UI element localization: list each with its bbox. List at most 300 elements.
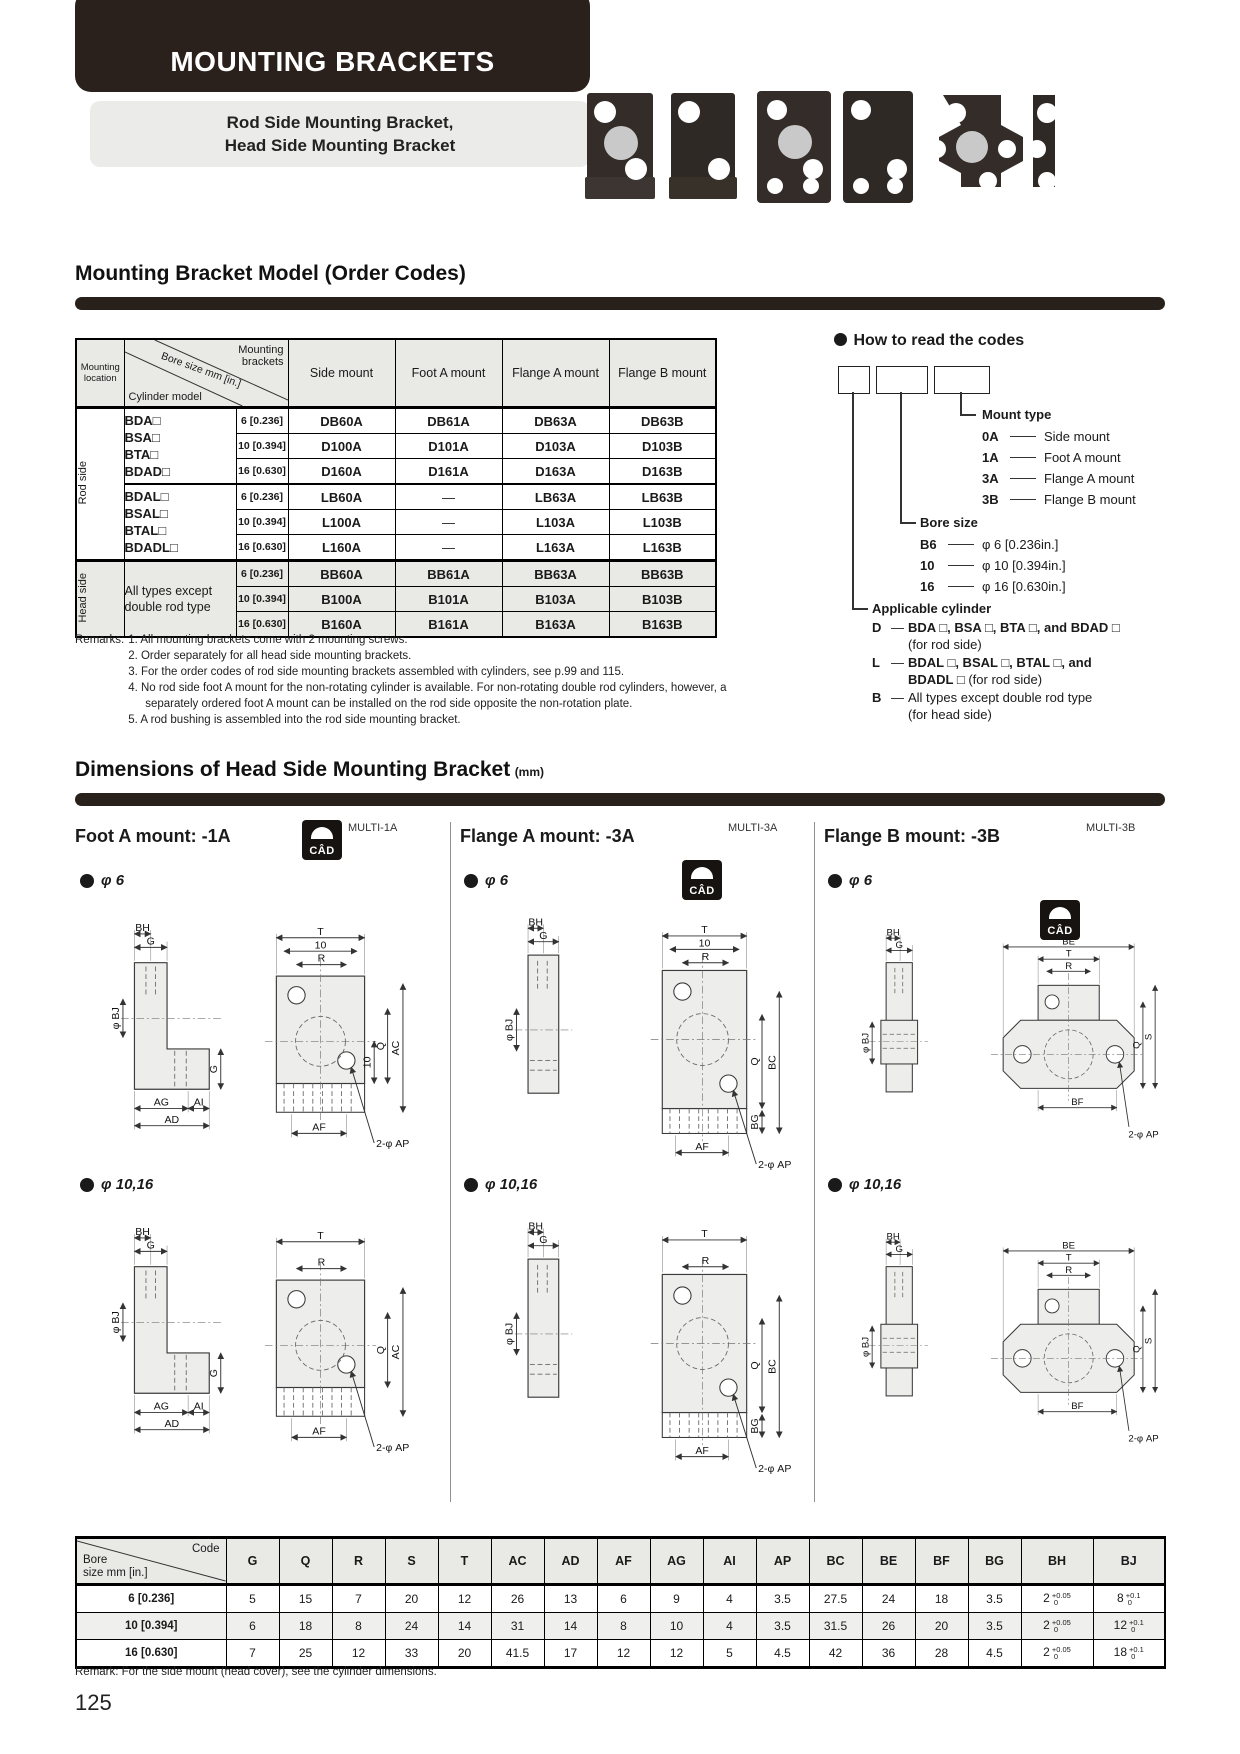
applicable-cylinder-item: L — BDAL □, BSAL □, BTAL □, and BDADL □ (for rod side)	[872, 655, 1092, 687]
foot-a-drawing-svg	[75, 1196, 425, 1486]
svg-text:2-φ AP: 2-φ AP	[376, 1441, 410, 1454]
foot-a-drawing-svg	[75, 892, 425, 1182]
dim-col-header: Q	[279, 1538, 332, 1585]
svg-text:Q: Q	[749, 1057, 762, 1066]
order-code-cell: D103A	[502, 434, 609, 459]
svg-text:φ BJ: φ BJ	[860, 1032, 872, 1054]
dim-value-cell: 7	[332, 1585, 385, 1613]
dim-col-header: BE	[862, 1538, 915, 1585]
svg-text:R: R	[701, 950, 710, 963]
svg-text:R: R	[317, 1256, 326, 1269]
dim-value-cell: 12	[332, 1640, 385, 1668]
phi6-text: φ 6	[849, 872, 873, 889]
dim-value-cell: 24	[862, 1585, 915, 1613]
order-code-cell: L163B	[609, 535, 716, 561]
svg-text:BH: BH	[886, 1231, 900, 1243]
svg-text:T: T	[317, 1229, 324, 1242]
dim-value-cell: 24	[385, 1613, 438, 1640]
cylinder-model-cell: All types except double rod type	[124, 561, 236, 638]
dimension-table-remark: Remark: For the side mount (head cover), see the cylinder dimensions.	[75, 1666, 437, 1678]
dim-col-header: AF	[597, 1538, 650, 1585]
code-legend-item: 0A Side mount	[982, 429, 1110, 444]
dim-col-header: AI	[703, 1538, 756, 1585]
flange-b-phi6-label	[828, 872, 872, 889]
bore-size-title: Bore size	[920, 515, 978, 530]
dim-value-cell: 4	[703, 1585, 756, 1613]
dim-value-cell: 31	[491, 1613, 544, 1640]
order-col-header: Side mount	[288, 339, 395, 408]
mount-type-title: Mount type	[982, 407, 1052, 422]
applicable-cylinder-item: B — All types except double rod type (for head side)	[872, 690, 1093, 722]
dim-col-header: R	[332, 1538, 385, 1585]
section-divider-bar-1	[75, 297, 1165, 310]
svg-text:T: T	[1065, 948, 1072, 960]
code-box-2	[876, 366, 928, 394]
product-photos	[585, 85, 1055, 220]
connector-applicable	[852, 392, 854, 608]
order-code-cell: B163B	[609, 612, 716, 638]
order-code-cell: D163A	[502, 459, 609, 485]
order-code-cell: B101A	[395, 587, 502, 612]
dim-col-header: AC	[491, 1538, 544, 1585]
dim-col-header: BG	[968, 1538, 1021, 1585]
svg-text:Q: Q	[374, 1042, 387, 1051]
svg-text:BF: BF	[1071, 1401, 1084, 1413]
order-col-header: Flange B mount	[609, 339, 716, 408]
order-table-row	[76, 561, 716, 587]
dim-value-cell: 31.5	[809, 1613, 862, 1640]
dimensions-section-title	[75, 758, 544, 782]
svg-text:BE: BE	[1062, 936, 1076, 948]
order-code-cell: D103B	[609, 434, 716, 459]
flange-b-drawing-svg	[818, 1196, 1163, 1491]
corner-code-label: Code	[192, 1543, 220, 1555]
code-box-1	[838, 366, 870, 394]
remark-item: 2. Order separately for all head side mounting brackets.	[128, 650, 412, 662]
bore-size-cell: 16 [0.630]	[236, 535, 288, 561]
order-code-cell: B100A	[288, 587, 395, 612]
section-divider-bar-2	[75, 793, 1165, 806]
dim-value-cell: 15	[279, 1585, 332, 1613]
svg-text:2-φ AP: 2-φ AP	[376, 1137, 410, 1150]
bracket-photo-4	[843, 91, 913, 203]
dim-value-cell: 3.5	[968, 1585, 1021, 1613]
applicable-cylinder-item: D — BDA □, BSA □, BTA □, and BDAD □ (for rod side)	[872, 620, 1120, 652]
svg-text:S: S	[1143, 1337, 1155, 1345]
svg-text:AF: AF	[312, 1425, 326, 1438]
dim-value-cell: 20	[915, 1613, 968, 1640]
svg-text:φ BJ: φ BJ	[110, 1007, 123, 1030]
order-code-cell: BB60A	[288, 561, 395, 587]
svg-text:AF: AF	[312, 1121, 326, 1134]
page-title: MOUNTING BRACKETS	[170, 46, 495, 77]
dim-value-cell: 3.5	[756, 1613, 809, 1640]
order-code-cell: L103B	[609, 510, 716, 535]
bracket-photo-1	[585, 93, 655, 199]
svg-text:φ BJ: φ BJ	[503, 1018, 516, 1041]
code-legend-item: 3A Flange A mount	[982, 471, 1135, 486]
svg-text:BG: BG	[749, 1114, 762, 1130]
svg-text:AI: AI	[193, 1400, 204, 1413]
subtitle-line1: Rod Side Mounting Bracket,	[226, 113, 454, 132]
svg-text:G: G	[146, 935, 155, 948]
order-code-cell: L103A	[502, 510, 609, 535]
svg-text:AC: AC	[390, 1344, 403, 1360]
dim-col-header: AG	[650, 1538, 703, 1585]
code-legend-item: 1A Foot A mount	[982, 450, 1121, 465]
order-col-header: Flange A mount	[502, 339, 609, 408]
dim-value-cell: 17	[544, 1640, 597, 1668]
dim-value-cell: 26	[491, 1585, 544, 1613]
svg-text:BH: BH	[886, 927, 900, 939]
dim-col-header: G	[226, 1538, 279, 1585]
order-code-cell: —	[395, 535, 502, 561]
order-code-cell: L163A	[502, 535, 609, 561]
dim-value-cell: 26	[862, 1613, 915, 1640]
svg-text:BF: BF	[1071, 1097, 1084, 1109]
order-code-cell: D101A	[395, 434, 502, 459]
flange-a-phi6-label	[464, 872, 508, 889]
svg-text:BH: BH	[528, 916, 544, 929]
phi1016-text: φ 10,16	[849, 1176, 902, 1193]
dim-value-cell: 4.5	[756, 1640, 809, 1668]
svg-text:S: S	[1143, 1033, 1155, 1041]
svg-text:AD: AD	[164, 1113, 180, 1126]
cad-icon-1	[302, 820, 342, 860]
order-code-cell: L160A	[288, 535, 395, 561]
cad-dome-icon	[311, 827, 333, 839]
multi-3a-label: MULTI-3A	[728, 822, 778, 834]
page-subtitle-box	[90, 101, 590, 167]
order-codes-table	[75, 338, 717, 638]
dimension-table	[75, 1536, 1166, 1669]
code-box-3	[934, 366, 990, 394]
bore-size-cell: 16 [0.630]	[236, 459, 288, 485]
dim-col-header: S	[385, 1538, 438, 1585]
mounting-location-cell: Head side	[76, 561, 124, 638]
svg-text:2-φ AP: 2-φ AP	[1128, 1129, 1159, 1141]
svg-text:T: T	[701, 924, 708, 937]
multi-3b-label: MULTI-3B	[1086, 822, 1136, 834]
svg-text:G: G	[539, 929, 548, 942]
svg-text:BE: BE	[1062, 1240, 1076, 1252]
order-code-cell: B163A	[502, 612, 609, 638]
svg-text:AG: AG	[153, 1096, 169, 1109]
svg-text:Q: Q	[374, 1346, 387, 1355]
dim-corner-cell	[76, 1538, 226, 1585]
dim-value-cell: 18 +0.1 0	[1093, 1640, 1165, 1668]
dim-value-cell: 12	[597, 1640, 650, 1668]
order-code-cell: L100A	[288, 510, 395, 535]
order-code-cell: D100A	[288, 434, 395, 459]
remark-item: 3. For the order codes of rod side mounting brackets assembled with cylinders, see p.99 and 115.	[128, 666, 625, 678]
dim-value-cell: 14	[544, 1613, 597, 1640]
connector-applicable-h	[852, 608, 868, 610]
flange-b-phi1016-drawing	[818, 1196, 1163, 1496]
dim-value-cell: 2 +0.05 0	[1021, 1613, 1093, 1640]
bracket-photo-2	[669, 93, 737, 199]
dim-value-cell: 2 +0.05 0	[1021, 1585, 1093, 1613]
dim-bore-cell: 6 [0.236]	[76, 1585, 226, 1613]
svg-text:φ BJ: φ BJ	[110, 1311, 123, 1334]
order-code-cell: LB60A	[288, 484, 395, 510]
cad-label: CÂD	[1047, 925, 1073, 937]
dim-value-cell: 20	[438, 1640, 491, 1668]
order-code-cell: BB63B	[609, 561, 716, 587]
dim-value-cell: 41.5	[491, 1640, 544, 1668]
flange-b-drawing-svg	[818, 892, 1163, 1187]
svg-text:2-φ AP: 2-φ AP	[1128, 1433, 1159, 1445]
dimensions-unit: (mm)	[514, 765, 545, 779]
dim-bore-cell: 16 [0.630]	[76, 1640, 226, 1668]
svg-text:Q: Q	[1131, 1041, 1143, 1049]
order-code-cell: —	[395, 484, 502, 510]
order-col-mounting-location: Mounting location	[76, 339, 124, 408]
svg-text:AF: AF	[695, 1140, 709, 1153]
code-legend-item: 16 φ 16 [0.630in.]	[920, 579, 1066, 594]
dim-value-cell: 13	[544, 1585, 597, 1613]
corner-mounting-brackets: Mounting brackets	[238, 344, 284, 368]
flange-a-phi1016-drawing	[459, 1196, 809, 1496]
order-code-cell: DB63A	[502, 408, 609, 434]
dim-value-cell: 18	[279, 1613, 332, 1640]
bullet-icon	[828, 874, 842, 888]
dim-value-cell: 3.5	[968, 1613, 1021, 1640]
phi1016-text: φ 10,16	[101, 1176, 154, 1193]
bore-size-cell: 6 [0.236]	[236, 408, 288, 434]
dim-table-row	[76, 1613, 1165, 1640]
order-code-cell: —	[395, 510, 502, 535]
corner-bore-size: Bore size mm [in.]	[158, 349, 243, 391]
column-divider-2	[814, 822, 815, 1502]
foot-a-phi1016-drawing	[75, 1196, 425, 1491]
remarks-label: Remarks:	[75, 634, 125, 646]
order-remarks	[75, 632, 765, 728]
dim-value-cell: 9	[650, 1585, 703, 1613]
svg-text:AI: AI	[193, 1096, 204, 1109]
dim-value-cell: 4.5	[968, 1640, 1021, 1668]
dim-col-header: BF	[915, 1538, 968, 1585]
bore-size-cell: 10 [0.394]	[236, 510, 288, 535]
multi-1a-label: MULTI-1A	[348, 822, 398, 834]
bracket-photo-3	[757, 91, 831, 203]
bracket-photo-5	[928, 95, 1023, 190]
dim-value-cell: 25	[279, 1640, 332, 1668]
svg-text:R: R	[317, 952, 326, 965]
svg-text:Q: Q	[749, 1361, 762, 1370]
bore-size-cell: 16 [0.630]	[236, 612, 288, 638]
order-code-cell: B161A	[395, 612, 502, 638]
svg-text:G: G	[895, 939, 903, 951]
order-code-cell: LB63A	[502, 484, 609, 510]
order-table-row	[76, 408, 716, 434]
dim-bore-cell: 10 [0.394]	[76, 1613, 226, 1640]
order-code-cell: DB61A	[395, 408, 502, 434]
svg-text:R: R	[701, 1254, 710, 1267]
dim-col-header: BH	[1021, 1538, 1093, 1585]
svg-text:BH: BH	[135, 1226, 150, 1239]
svg-text:G: G	[146, 1239, 155, 1252]
foot-a-mount-title: Foot A mount: -1A	[75, 826, 231, 846]
order-code-cell: DB60A	[288, 408, 395, 434]
svg-text:10: 10	[361, 1056, 374, 1069]
svg-text:φ BJ: φ BJ	[860, 1336, 872, 1358]
flange-a-phi6-drawing	[459, 892, 809, 1192]
phi1016-text: φ 10,16	[485, 1176, 538, 1193]
dim-value-cell: 12	[438, 1585, 491, 1613]
dim-value-cell: 36	[862, 1640, 915, 1668]
dim-value-cell: 2 +0.05 0	[1021, 1640, 1093, 1668]
mounting-location-cell: Rod side	[76, 408, 124, 561]
page-title-banner	[75, 0, 590, 92]
phi6-text: φ 6	[485, 872, 509, 889]
connector-mount-type-h	[960, 414, 976, 416]
dim-value-cell: 14	[438, 1613, 491, 1640]
dim-table-row	[76, 1585, 1165, 1613]
bore-size-cell: 10 [0.394]	[236, 434, 288, 459]
how-to-read-codes	[820, 332, 1180, 744]
svg-text:2-φ AP: 2-φ AP	[758, 1462, 792, 1475]
dim-value-cell: 7	[226, 1640, 279, 1668]
svg-text:BH: BH	[528, 1220, 544, 1233]
phi6-text: φ 6	[101, 872, 125, 889]
svg-text:BG: BG	[749, 1418, 762, 1434]
dim-value-cell: 18	[915, 1585, 968, 1613]
cad-dome-icon	[691, 867, 713, 879]
bracket-photo-6	[1028, 95, 1055, 190]
bullet-icon	[80, 874, 94, 888]
svg-text:G: G	[895, 1243, 903, 1255]
dim-value-cell: 4	[703, 1613, 756, 1640]
svg-text:Q: Q	[1131, 1345, 1143, 1353]
flange-a-mount-title: Flange A mount: -3A	[460, 826, 635, 846]
cad-label: CÂD	[689, 885, 715, 897]
connector-mount-type	[960, 392, 962, 414]
corner-cylinder-model: Cylinder model	[128, 391, 202, 403]
svg-text:R: R	[1065, 1264, 1073, 1276]
svg-text:AG: AG	[153, 1400, 169, 1413]
flange-b-mount-title: Flange B mount: -3B	[824, 826, 1000, 846]
remark-item: 4. No rod side foot A mount for the non-rotating cylinder is available. For non-rotating double rod cylinders, however, a separately ordered foot A mount can be installed on the rod side opposite the non-rotation plate.	[128, 682, 727, 710]
code-legend-item: B6 φ 6 [0.236in.]	[920, 537, 1059, 552]
remarks-list	[128, 632, 765, 728]
dim-table-row	[76, 1640, 1165, 1668]
dim-value-cell: 27.5	[809, 1585, 862, 1613]
code-legend-item: 3B Flange B mount	[982, 492, 1136, 507]
foot-a-phi6-label	[80, 872, 124, 889]
order-code-cell: DB63B	[609, 408, 716, 434]
dim-value-cell: 5	[226, 1585, 279, 1613]
dimension-table-host	[75, 1536, 1166, 1669]
dim-col-header: BC	[809, 1538, 862, 1585]
corner-bore-label: Bore size mm [in.]	[83, 1554, 148, 1579]
order-code-cell: BB63A	[502, 561, 609, 587]
dim-value-cell: 8	[597, 1613, 650, 1640]
svg-text:G: G	[207, 1065, 220, 1074]
remark-item: 5. A rod bushing is assembled into the rod side mounting bracket.	[128, 714, 461, 726]
column-divider-1	[450, 822, 451, 1502]
flange-a-drawing-svg	[459, 892, 809, 1187]
dim-col-header: BJ	[1093, 1538, 1165, 1585]
svg-text:T: T	[317, 925, 324, 938]
foot-a-phi6-drawing	[75, 892, 425, 1187]
subtitle-line2: Head Side Mounting Bracket	[224, 136, 456, 155]
applicable-cylinder-title: Applicable cylinder	[872, 601, 992, 616]
svg-text:T: T	[701, 1228, 708, 1241]
bullet-icon	[464, 874, 478, 888]
dim-value-cell: 10	[650, 1613, 703, 1640]
connector-bore-size-h	[900, 522, 916, 524]
order-code-cell: B103B	[609, 587, 716, 612]
dim-value-cell: 33	[385, 1640, 438, 1668]
dim-col-header: T	[438, 1538, 491, 1585]
dim-value-cell: 42	[809, 1640, 862, 1668]
dim-value-cell: 8 +0.1 0	[1093, 1585, 1165, 1613]
order-code-cell: BB61A	[395, 561, 502, 587]
code-legend-item: 10 φ 10 [0.394in.]	[920, 558, 1066, 573]
dimensions-title-text: Dimensions of Head Side Mounting Bracket	[75, 758, 511, 781]
order-code-cell: D160A	[288, 459, 395, 485]
connector-bore-size	[900, 392, 902, 522]
order-codes-section-title: Mounting Bracket Model (Order Codes)	[75, 262, 466, 285]
svg-text:AC: AC	[390, 1040, 403, 1056]
order-col-header: Foot A mount	[395, 339, 502, 408]
flange-b-phi6-drawing	[818, 892, 1163, 1192]
how-to-read-title: How to read the codes	[853, 332, 1025, 349]
dim-value-cell: 12 +0.1 0	[1093, 1613, 1165, 1640]
flange-a-drawing-svg	[459, 1196, 809, 1491]
order-code-cell: B160A	[288, 612, 395, 638]
applicable-cylinder-list	[872, 620, 1172, 725]
cylinder-model-cell: BDA□ BSA□ BTA□ BDAD□	[124, 408, 236, 485]
order-code-cell: LB63B	[609, 484, 716, 510]
bore-size-cell: 6 [0.236]	[236, 561, 288, 587]
order-table-row	[76, 484, 716, 510]
dim-value-cell: 6	[226, 1613, 279, 1640]
svg-text:10: 10	[314, 939, 327, 952]
dim-value-cell: 5	[703, 1640, 756, 1668]
bore-size-list	[920, 534, 1066, 597]
cad-label: CÂD	[309, 845, 335, 857]
svg-text:T: T	[1065, 1252, 1072, 1264]
svg-text:AD: AD	[164, 1417, 180, 1430]
dim-value-cell: 12	[650, 1640, 703, 1668]
svg-text:10: 10	[698, 937, 711, 950]
bullet-icon	[834, 333, 847, 346]
svg-text:φ BJ: φ BJ	[503, 1322, 516, 1345]
order-corner-cell	[124, 339, 288, 408]
svg-text:BH: BH	[135, 922, 150, 935]
dim-value-cell: 20	[385, 1585, 438, 1613]
mount-type-list	[982, 426, 1136, 510]
order-code-cell: B103A	[502, 587, 609, 612]
order-code-cell: D161A	[395, 459, 502, 485]
dim-value-cell: 28	[915, 1640, 968, 1668]
order-code-cell: D163B	[609, 459, 716, 485]
svg-text:G: G	[207, 1369, 220, 1378]
svg-text:BC: BC	[766, 1055, 779, 1070]
svg-text:AF: AF	[695, 1444, 709, 1457]
cylinder-model-cell: BDAL□ BSAL□ BTAL□ BDADL□	[124, 484, 236, 561]
order-codes-table-host	[75, 338, 717, 638]
dim-value-cell: 6	[597, 1585, 650, 1613]
bore-size-cell: 6 [0.236]	[236, 484, 288, 510]
dim-col-header: AP	[756, 1538, 809, 1585]
dim-value-cell: 3.5	[756, 1585, 809, 1613]
svg-text:BC: BC	[766, 1359, 779, 1374]
page-number: 125	[75, 1690, 112, 1715]
svg-text:R: R	[1065, 960, 1073, 972]
